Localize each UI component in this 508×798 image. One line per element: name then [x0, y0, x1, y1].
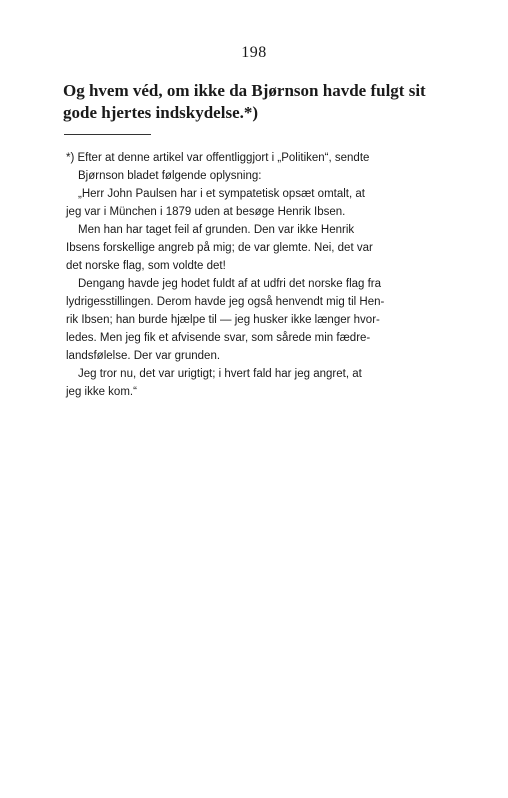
page-number: 198 [241, 44, 267, 61]
footnote-line: Bjørnson bladet følgende oplysning: [78, 170, 262, 182]
footnote-line: „Herr John Paulsen har i et sympatetisk opsæt omtalt, at [78, 188, 365, 200]
footnote-line: Ibsens forskellige angreb på mig; de var glemte. Nei, det var [66, 242, 373, 254]
footnote-line: Men han har taget feil af grunden. Den var ikke Henrik [78, 224, 355, 236]
footnote [66, 149, 451, 401]
footnote-line: Jeg tror nu, det var urigtigt; i hvert fald har jeg angret, at [78, 368, 362, 380]
footnote-line: Dengang havde jeg hodet fuldt af at udfri det norske flag fra [78, 278, 382, 290]
footnote-line: landsfølelse. Der var grunden. [66, 350, 221, 362]
main-paragraph [63, 80, 458, 124]
footnote-line: jeg var i München i 1879 uden at besøge Henrik Ibsen. [66, 206, 346, 218]
footnote-line: ledes. Men jeg fik et afvisende svar, som sårede min fædre- [66, 332, 371, 344]
main-text-line: gode hjertes indskydelse.*) [63, 103, 259, 122]
main-text-line: Og hvem véd, om ikke da Bjørnson havde fulgt sit [63, 81, 426, 100]
footnote-line: jeg ikke kom.“ [66, 386, 137, 398]
footnote-line: rik Ibsen; han burde hjælpe til — jeg husker ikke længer hvor- [66, 314, 380, 326]
footnote-line: det norske flag, som voldte det! [66, 260, 226, 272]
footnote-separator [64, 134, 151, 135]
footnote-line: *) Efter at denne artikel var offentliggjort i „Politiken“, sendte [66, 152, 370, 164]
footnote-line: lydrigesstillingen. Derom havde jeg også henvendt mig til Hen- [66, 296, 385, 308]
